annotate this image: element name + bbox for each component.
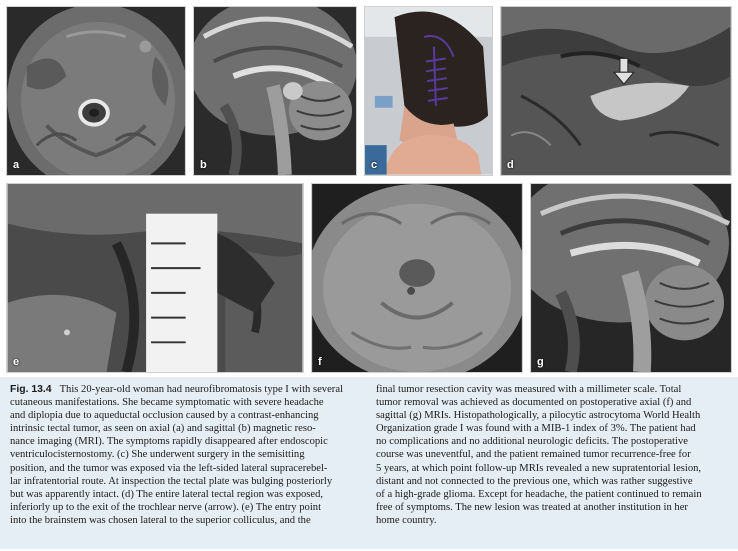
figure-label: Fig. 13.4 (10, 384, 52, 395)
caption-line: free of symptoms. The new lesion was treated at another institution in her (376, 501, 688, 513)
caption-column-right (376, 383, 730, 527)
caption-line: into the brainstem was chosen lateral to the superior colliculus, and the (10, 514, 311, 526)
caption-line: Organization grade I was found with a MIB-1 index of 3%. The patient had (376, 423, 696, 435)
panel-label: e (13, 356, 20, 368)
caption-line: cutaneous manifestations. She became symptomatic with severe headache (10, 397, 324, 409)
caption-line: position, and the tumor was exposed via the left-sided lateral supracerebel- (10, 462, 328, 474)
caption-line: 5 years, at which point follow-up MRIs revealed a new supratentorial lesion, (376, 462, 702, 474)
surgical-view-tectal-region (501, 7, 731, 175)
panel-label: d (507, 159, 514, 171)
caption-line: intrinsic tectal tumor, as seen on axial (a) and sagittal (b) magnetic reso- (10, 423, 316, 435)
caption-line: distant and not connected to the previous one, which was rather suggestive (376, 475, 693, 487)
panel-label: c (371, 159, 378, 171)
millimeter-scale (146, 214, 217, 372)
patient-photo-image (365, 7, 492, 175)
figure-panel-f (311, 183, 523, 373)
caption-line: Fig. 13.4 This 20-year-old woman had neurofibromatosis type I with several (10, 384, 343, 395)
caption-line: final tumor resection cavity was measured with a millimeter scale. Total (376, 384, 682, 395)
resection-cavity-image (7, 184, 303, 372)
postoperative-sagittal-mri (531, 184, 731, 372)
sagittal-mri-image (194, 7, 356, 175)
figure-panel-d (500, 6, 732, 176)
panel-label: f (318, 356, 322, 368)
panel-label: a (13, 159, 20, 171)
caption-line: sagittal (g) MRIs. Histopathologically, a pilocytic astrocytoma World Health (376, 410, 701, 422)
figure-caption (0, 377, 738, 549)
figure-panel-e (6, 183, 304, 373)
panel-label: b (200, 159, 207, 171)
axial-mri-image (7, 7, 185, 175)
figure-panel-c (364, 6, 493, 176)
caption-line: of a high-grade glioma. Except for headache, the patient continued to remain (376, 488, 702, 500)
caption-line: but was apparently intact. (d) The entire lateral tectal region was exposed, (10, 488, 324, 500)
caption-line: ventriculocisternostomy. (c) She underwent surgery in the semisitting (10, 449, 305, 461)
caption-column-left (10, 383, 355, 527)
figure-panel-g (530, 183, 732, 373)
caption-line: home country. (376, 514, 437, 526)
postoperative-axial-mri (312, 184, 522, 372)
figure-panel-a (6, 6, 186, 176)
caption-line: lar infratentorial route. At inspection the tectal plate was bulging posteriorly (10, 475, 333, 487)
caption-line: inferiorly up to the exit of the trochlear nerve (arrow). (e) The entry point (10, 501, 322, 513)
caption-line: course was uneventful, and the patient remained tumor recurrence-free for (376, 449, 691, 461)
caption-line: and diplopia due to aqueductal occlusion caused by a contrast-enhancing (10, 410, 319, 422)
caption-line: nance imaging (MRI). The symptoms rapidly disappeared after endoscopic (10, 436, 328, 448)
figure-panel-b (193, 6, 357, 176)
caption-line: tumor removal was achieved as documented on postoperative axial (f) and (376, 397, 692, 409)
caption-line: no complications and no additional neurologic deficits. The postoperative (376, 436, 688, 448)
panel-label: g (537, 356, 544, 368)
